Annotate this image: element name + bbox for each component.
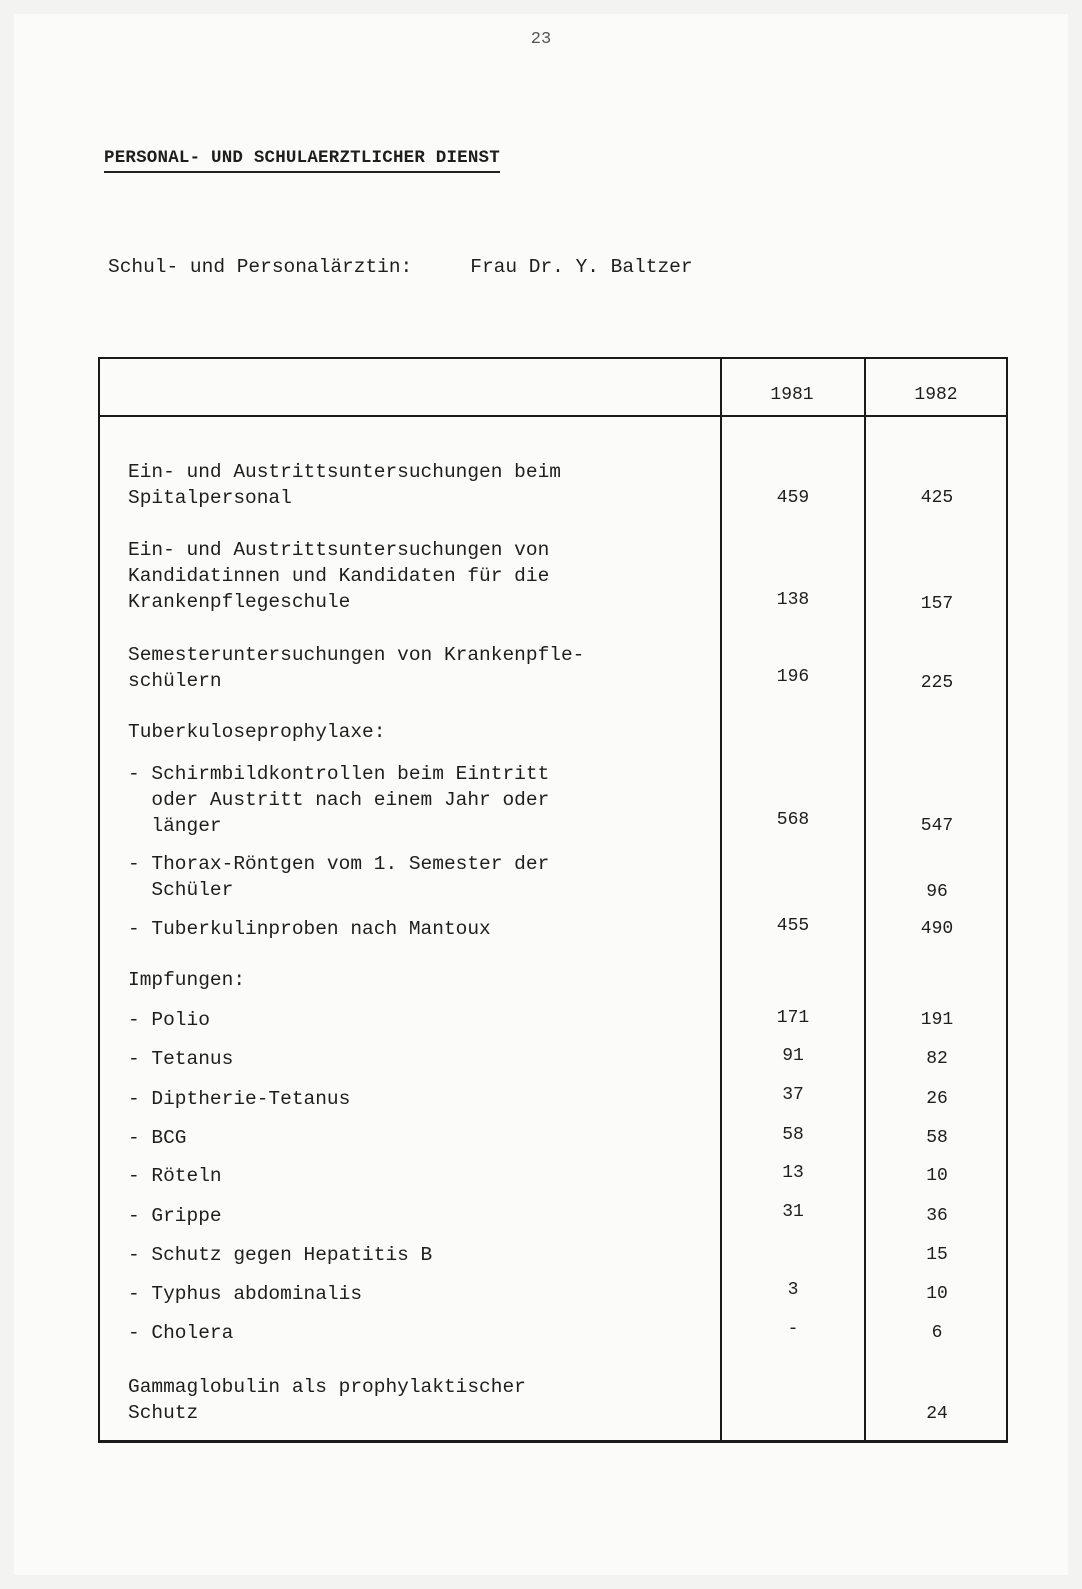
row-label: - Schutz gegen Hepatitis B xyxy=(128,1244,433,1266)
value-1982: 36 xyxy=(926,1206,948,1226)
value-1982: 26 xyxy=(926,1089,948,1109)
value-1982: 10 xyxy=(926,1284,948,1304)
row-label: - Cholera xyxy=(128,1322,234,1344)
value-1981: 31 xyxy=(782,1202,804,1222)
section-heading: PERSONAL- UND SCHULAERZTLICHER DIENST xyxy=(104,148,500,173)
row-label: - Grippe xyxy=(128,1205,222,1227)
row-label: - Diptherie-Tetanus xyxy=(128,1088,351,1110)
column-divider-1982 xyxy=(864,359,866,1440)
value-1982: 15 xyxy=(926,1245,948,1265)
value-1981: 455 xyxy=(776,916,810,936)
value-1981: 91 xyxy=(782,1046,804,1066)
row-label: - Typhus abdominalis xyxy=(128,1283,363,1305)
row-label: Ein- und Austrittsuntersuchungen beim Spitalpersonal xyxy=(128,461,561,509)
row-label: - Polio xyxy=(128,1009,210,1031)
header-divider xyxy=(100,415,1006,417)
row-label: - Thorax-Röntgen vom 1. Semester der Schüler xyxy=(128,853,550,901)
value-1982: 547 xyxy=(920,816,954,836)
value-1982: 191 xyxy=(920,1010,954,1030)
value-1981: 196 xyxy=(776,667,810,687)
value-1982: 10 xyxy=(926,1166,948,1186)
year-header-1982: 1982 xyxy=(914,385,958,405)
doctor-label: Schul- und Personalärztin: xyxy=(108,256,413,278)
row-label: - BCG xyxy=(128,1127,187,1149)
value-1982: 24 xyxy=(926,1404,948,1424)
value-1981: 171 xyxy=(776,1008,810,1028)
value-1981: - xyxy=(787,1319,799,1339)
row-label: Ein- und Austrittsuntersuchungen von Kandidatinnen und Kandidaten für die Krankenpflegeschule xyxy=(128,539,550,613)
value-1982: 58 xyxy=(926,1128,948,1148)
value-1982: 96 xyxy=(926,882,948,902)
row-label: - Röteln xyxy=(128,1165,222,1187)
value-1982: 6 xyxy=(931,1323,943,1343)
value-1982: 157 xyxy=(920,594,954,614)
value-1981: 3 xyxy=(787,1280,799,1300)
value-1982: 425 xyxy=(920,488,954,508)
value-1981: 58 xyxy=(782,1125,804,1145)
row-label: Semesteruntersuchungen von Krankenpfle- schülern xyxy=(128,644,585,692)
value-1982: 225 xyxy=(920,673,954,693)
value-1981: 13 xyxy=(782,1163,804,1183)
row-label: - Tetanus xyxy=(128,1048,234,1070)
value-1981: 568 xyxy=(776,810,810,830)
row-label: Tuberkuloseprophylaxe: xyxy=(128,721,386,743)
value-1981: 459 xyxy=(776,488,810,508)
column-divider-1981 xyxy=(720,359,722,1440)
row-label: - Schirmbildkontrollen beim Eintritt oder Austritt nach einem Jahr oder länger xyxy=(128,763,550,837)
value-1982: 82 xyxy=(926,1049,948,1069)
doctor-name: Frau Dr. Y. Baltzer xyxy=(470,256,693,278)
row-label: - Tuberkulinproben nach Mantoux xyxy=(128,918,491,940)
year-header-1981: 1981 xyxy=(770,385,814,405)
row-label: Gammaglobulin als prophylaktischer Schutz xyxy=(128,1376,526,1424)
value-1982: 490 xyxy=(920,919,954,939)
value-1981: 37 xyxy=(782,1085,804,1105)
page-number: 23 xyxy=(530,30,552,49)
doctor-line xyxy=(108,256,693,278)
value-1981: 138 xyxy=(776,590,810,610)
statistics-table xyxy=(98,357,1008,1443)
row-label: Impfungen: xyxy=(128,969,246,991)
